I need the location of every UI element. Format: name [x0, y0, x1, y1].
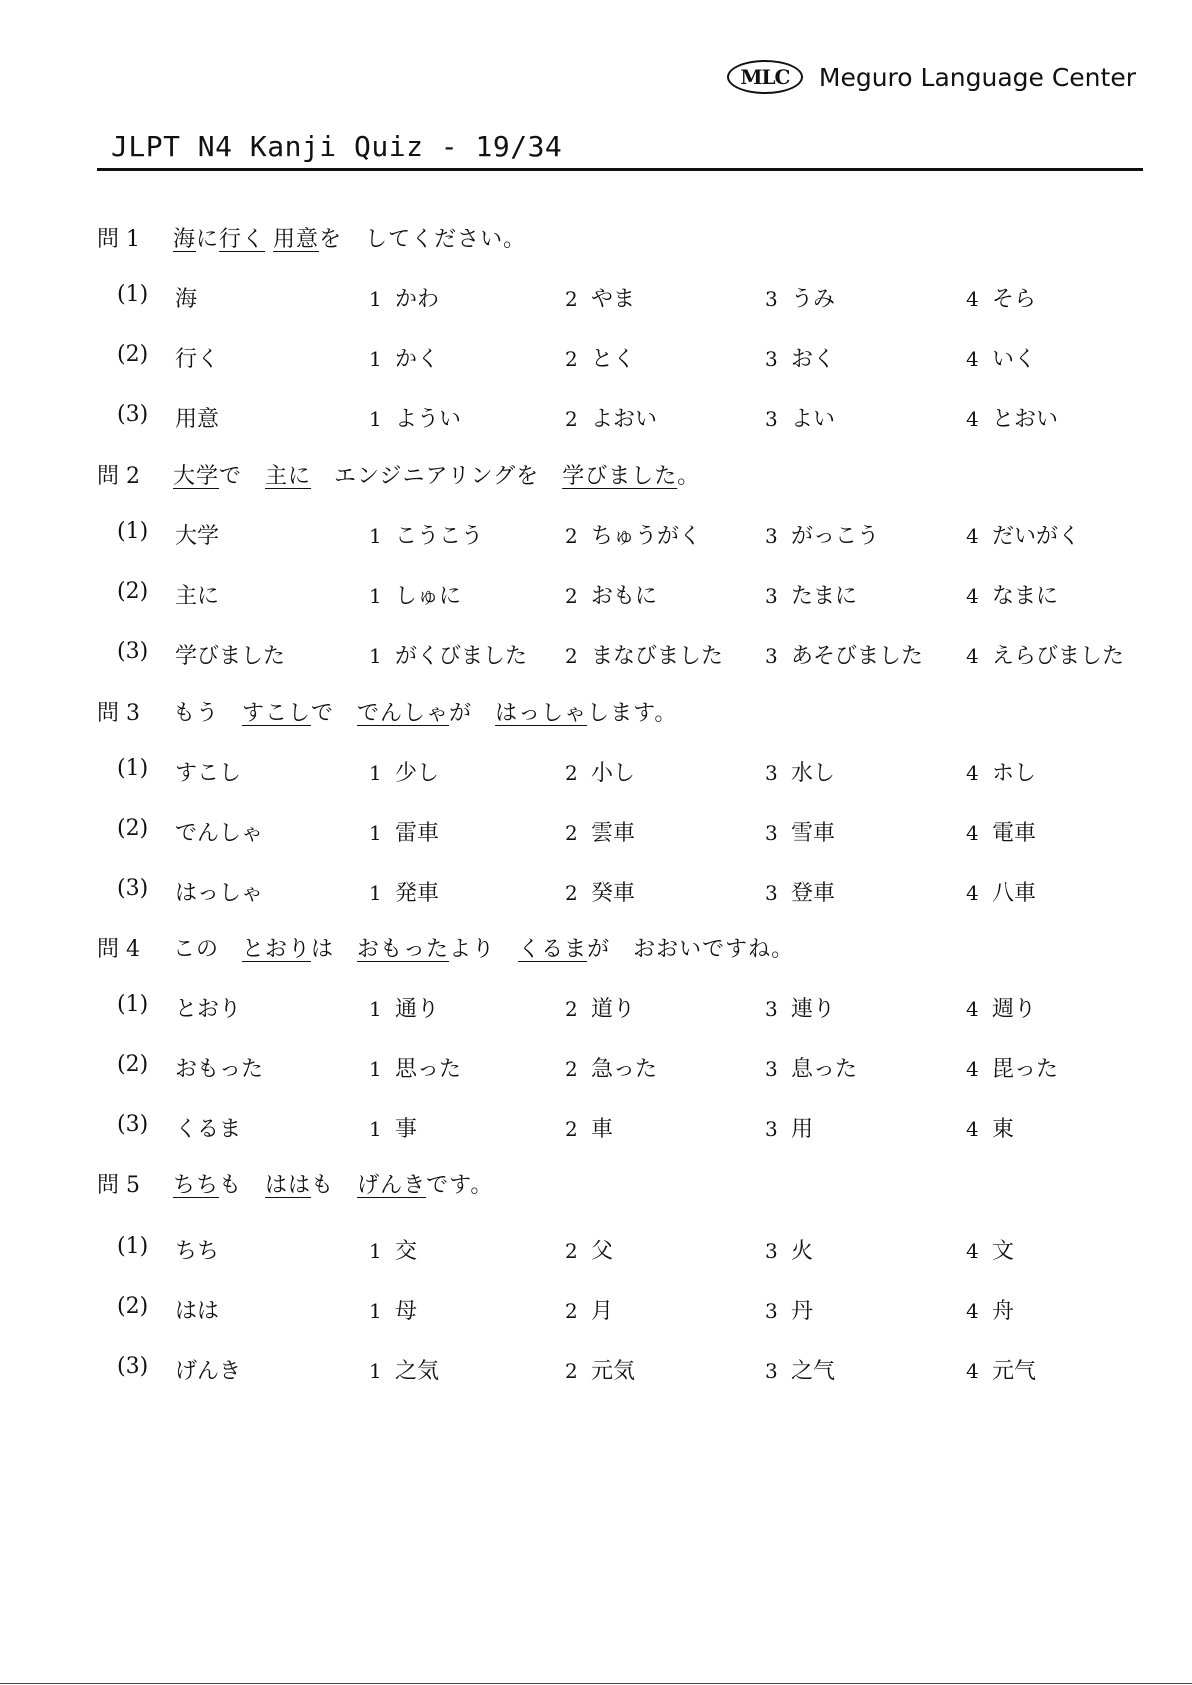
underlined-target-word: 大学	[173, 464, 220, 489]
option-number: 4	[966, 1359, 979, 1383]
answer-option	[565, 639, 723, 670]
answer-option	[966, 402, 1058, 433]
option-number: 1	[369, 407, 382, 431]
answer-option	[369, 1354, 439, 1385]
question-sentence	[173, 459, 700, 490]
sub-question-number: (1)	[117, 282, 149, 307]
option-text: 用	[791, 1117, 814, 1142]
answer-option	[565, 1052, 657, 1083]
answer-option	[765, 282, 835, 313]
sentence-text: も	[311, 1173, 358, 1198]
underlined-target-word: げんき	[357, 1173, 427, 1198]
question-number: 問 4	[97, 937, 140, 962]
answer-option	[966, 1294, 1014, 1325]
answer-option	[565, 282, 635, 313]
option-number: 4	[966, 881, 979, 905]
option-number: 3	[765, 821, 778, 845]
option-text: あそびました	[791, 644, 924, 669]
option-number: 1	[369, 1057, 382, 1081]
sub-question-word: 学びました	[175, 644, 286, 669]
answer-option	[565, 876, 635, 907]
sentence-text: は	[311, 937, 358, 962]
option-number: 3	[765, 761, 778, 785]
answer-option	[966, 1052, 1058, 1083]
question-sentence	[173, 696, 677, 727]
option-number: 3	[765, 1057, 778, 1081]
sub-question-number: (2)	[117, 579, 149, 604]
answer-option	[966, 1112, 1014, 1143]
answer-option	[565, 1294, 613, 1325]
sentence-text: です。	[426, 1173, 494, 1198]
answer-option	[765, 876, 835, 907]
page-bottom-divider	[0, 1683, 1192, 1684]
sentence-text: 。	[677, 464, 701, 489]
option-number: 3	[765, 407, 778, 431]
option-number: 1	[369, 821, 382, 845]
sub-question-word: でんしゃ	[175, 821, 264, 846]
sub-question-word: 主に	[175, 584, 220, 609]
answer-option	[765, 519, 879, 550]
option-number: 3	[765, 287, 778, 311]
answer-option	[765, 579, 857, 610]
option-text: 登車	[791, 881, 836, 906]
underlined-target-word: 行く	[219, 227, 266, 252]
option-text: 癸車	[591, 881, 636, 906]
option-text: 月	[591, 1299, 614, 1324]
answer-option	[369, 639, 527, 670]
sentence-text: に	[196, 227, 220, 252]
sub-question-number: (3)	[117, 639, 149, 664]
option-number: 2	[565, 881, 578, 905]
sentence-text: します。	[587, 701, 678, 726]
option-number: 4	[966, 584, 979, 608]
sub-question-word: はっしゃ	[175, 881, 264, 906]
sentence-text: より	[449, 937, 519, 962]
answer-option	[966, 639, 1124, 670]
answer-option	[765, 402, 835, 433]
option-number: 3	[765, 584, 778, 608]
answer-option	[966, 1234, 1014, 1265]
answer-option	[369, 519, 483, 550]
sentence-text: この	[173, 937, 243, 962]
option-number: 1	[369, 1359, 382, 1383]
sub-question-word: すこし	[175, 761, 242, 786]
option-number: 3	[765, 1359, 778, 1383]
option-text: 連り	[791, 997, 836, 1022]
option-text: 思った	[395, 1057, 462, 1082]
option-number: 4	[966, 761, 979, 785]
option-number: 1	[369, 347, 382, 371]
answer-option	[765, 639, 923, 670]
option-number: 3	[765, 997, 778, 1021]
answer-option	[369, 756, 439, 787]
answer-option	[565, 402, 657, 433]
underlined-target-word: すこし	[242, 701, 312, 726]
answer-option	[565, 1112, 613, 1143]
answer-option	[966, 756, 1036, 787]
sentence-text: を してください。	[319, 227, 527, 252]
answer-option	[765, 1052, 857, 1083]
option-text: かく	[395, 347, 440, 372]
option-number: 1	[369, 644, 382, 668]
option-text: 毘った	[992, 1057, 1059, 1082]
option-text: 八車	[992, 881, 1037, 906]
option-number: 1	[369, 1299, 382, 1323]
option-number: 4	[966, 1299, 979, 1323]
sub-question-number: (1)	[117, 756, 149, 781]
answer-option	[565, 1354, 635, 1385]
answer-option	[765, 1294, 813, 1325]
sentence-text: もう	[173, 701, 243, 726]
option-text: 元気	[591, 1359, 636, 1384]
question-number: 問 3	[97, 701, 140, 726]
sub-question-number: (3)	[117, 402, 149, 427]
option-text: 事	[395, 1117, 418, 1142]
sub-question-number: (1)	[117, 992, 149, 1017]
option-text: 週り	[992, 997, 1037, 1022]
answer-option	[369, 1294, 417, 1325]
answer-option	[966, 579, 1058, 610]
underlined-target-word: 海	[173, 227, 197, 252]
option-number: 2	[565, 997, 578, 1021]
sentence-text: が	[449, 701, 496, 726]
sub-question-number: (1)	[117, 1234, 149, 1259]
underlined-target-word: 学びました	[562, 464, 678, 489]
answer-option	[369, 992, 439, 1023]
option-text: まなびました	[591, 644, 724, 669]
option-number: 4	[966, 644, 979, 668]
option-text: 母	[395, 1299, 418, 1324]
answer-option	[765, 342, 835, 373]
sub-question-word: おもった	[175, 1057, 264, 1082]
option-text: 之气	[791, 1359, 836, 1384]
option-text: 之気	[395, 1359, 440, 1384]
option-text: 舟	[992, 1299, 1015, 1324]
option-text: 東	[992, 1117, 1015, 1142]
answer-option	[369, 1112, 417, 1143]
option-number: 2	[565, 347, 578, 371]
underlined-target-word: でんしゃ	[357, 701, 450, 726]
sentence-text: が おおいですね。	[587, 937, 795, 962]
question-number: 問 1	[97, 227, 140, 252]
option-number: 2	[565, 644, 578, 668]
underlined-target-word: くるま	[518, 937, 588, 962]
sub-question-number: (2)	[117, 816, 149, 841]
option-text: こうこう	[395, 524, 484, 549]
option-number: 2	[565, 761, 578, 785]
sub-question-word: 用意	[175, 407, 220, 432]
answer-option	[369, 876, 439, 907]
option-text: 雪車	[791, 821, 836, 846]
option-number: 2	[565, 1359, 578, 1383]
mlc-logo-icon: MLC	[727, 60, 803, 94]
option-text: かわ	[395, 287, 440, 312]
option-text: 息った	[791, 1057, 858, 1082]
option-text: たまに	[791, 584, 858, 609]
sub-question-word: 行く	[175, 347, 220, 372]
option-text: そら	[992, 287, 1037, 312]
option-number: 4	[966, 1117, 979, 1141]
sentence-text: も	[219, 1173, 266, 1198]
answer-option	[765, 1112, 813, 1143]
sub-question-word: げんき	[175, 1359, 242, 1384]
sub-question-word: 大学	[175, 524, 220, 549]
sub-question-word: とおり	[175, 997, 242, 1022]
option-number: 1	[369, 584, 382, 608]
option-text: やま	[591, 287, 636, 312]
answer-option	[369, 282, 439, 313]
option-text: がくびました	[395, 644, 528, 669]
option-text: 小し	[591, 761, 636, 786]
sub-question-number: (2)	[117, 1052, 149, 1077]
option-text: 水し	[791, 761, 836, 786]
option-number: 4	[966, 1239, 979, 1263]
sub-question-word: ちち	[175, 1239, 220, 1264]
option-number: 3	[765, 644, 778, 668]
answer-option	[966, 282, 1036, 313]
option-number: 3	[765, 1299, 778, 1323]
sub-question-number: (3)	[117, 1354, 149, 1379]
option-number: 3	[765, 881, 778, 905]
option-number: 3	[765, 1239, 778, 1263]
option-text: なまに	[992, 584, 1059, 609]
answer-option	[966, 342, 1036, 373]
option-text: よおい	[591, 407, 658, 432]
option-text: よい	[791, 407, 836, 432]
underlined-target-word: とおり	[242, 937, 312, 962]
answer-option	[765, 1234, 813, 1265]
answer-option	[765, 992, 835, 1023]
option-text: 父	[591, 1239, 614, 1264]
underlined-target-word: ちち	[173, 1173, 220, 1198]
option-text: 雲車	[591, 821, 636, 846]
option-number: 2	[565, 407, 578, 431]
option-text: おもに	[591, 584, 658, 609]
option-number: 1	[369, 997, 382, 1021]
option-text: 火	[791, 1239, 814, 1264]
sub-question-word: はは	[175, 1299, 220, 1324]
answer-option	[369, 1234, 417, 1265]
option-text: だいがく	[992, 524, 1081, 549]
answer-option	[565, 579, 657, 610]
answer-option	[565, 756, 635, 787]
option-text: ホし	[992, 761, 1037, 786]
underlined-target-word: 用意	[273, 227, 320, 252]
option-text: とおい	[992, 407, 1059, 432]
option-number: 2	[565, 287, 578, 311]
option-text: 電車	[992, 821, 1037, 846]
answer-option	[565, 816, 635, 847]
option-text: 交	[395, 1239, 418, 1264]
sentence-text: エンジニアリングを	[311, 464, 563, 489]
option-number: 1	[369, 1117, 382, 1141]
sub-question-number: (3)	[117, 1112, 149, 1137]
answer-option	[966, 519, 1080, 550]
answer-option	[765, 756, 835, 787]
answer-option	[765, 816, 835, 847]
option-number: 1	[369, 761, 382, 785]
answer-option	[966, 876, 1036, 907]
underlined-target-word: はっしゃ	[495, 701, 588, 726]
option-text: おく	[791, 347, 836, 372]
option-text: とく	[591, 347, 636, 372]
question-sentence	[173, 1168, 493, 1199]
option-number: 2	[565, 1057, 578, 1081]
option-number: 4	[966, 287, 979, 311]
answer-option	[565, 1234, 613, 1265]
answer-option	[765, 1354, 835, 1385]
answer-option	[369, 402, 461, 433]
answer-option	[966, 1354, 1036, 1385]
option-number: 2	[565, 584, 578, 608]
option-number: 2	[565, 1299, 578, 1323]
option-text: 道り	[591, 997, 636, 1022]
option-text: ようい	[395, 407, 462, 432]
sub-question-word: くるま	[175, 1117, 242, 1142]
option-text: いく	[992, 347, 1037, 372]
underlined-target-word: はは	[265, 1173, 312, 1198]
option-text: 急った	[591, 1057, 658, 1082]
option-text: 雷車	[395, 821, 440, 846]
option-text: えらびました	[992, 644, 1125, 669]
brand-name: Meguro Language Center	[818, 62, 1136, 92]
answer-option	[369, 579, 461, 610]
answer-option	[966, 816, 1036, 847]
option-number: 4	[966, 407, 979, 431]
option-number: 2	[565, 821, 578, 845]
underlined-target-word: おもった	[357, 937, 450, 962]
answer-option	[369, 342, 439, 373]
option-number: 1	[369, 524, 382, 548]
sub-question-number: (1)	[117, 519, 149, 544]
option-text: 車	[591, 1117, 614, 1142]
option-text: がっこう	[791, 524, 880, 549]
answer-option	[966, 992, 1036, 1023]
option-number: 1	[369, 287, 382, 311]
option-number: 1	[369, 881, 382, 905]
option-number: 4	[966, 1057, 979, 1081]
option-number: 3	[765, 524, 778, 548]
option-text: ちゅうがく	[591, 524, 702, 549]
sentence-text	[265, 227, 273, 252]
option-text: 丹	[791, 1299, 814, 1324]
option-number: 2	[565, 1239, 578, 1263]
question-sentence	[173, 222, 526, 253]
page-title: JLPT N4 Kanji Quiz - 19/34	[111, 130, 563, 163]
brand	[727, 60, 1136, 94]
option-text: 文	[992, 1239, 1015, 1264]
option-text: 発車	[395, 881, 440, 906]
sub-question-number: (2)	[117, 1294, 149, 1319]
option-number: 1	[369, 1239, 382, 1263]
option-number: 4	[966, 524, 979, 548]
answer-option	[565, 342, 635, 373]
title-divider	[97, 168, 1143, 171]
answer-option	[565, 519, 701, 550]
option-text: 通り	[395, 997, 440, 1022]
answer-option	[369, 816, 439, 847]
option-number: 2	[565, 524, 578, 548]
option-text: しゅに	[395, 584, 462, 609]
option-text: 元气	[992, 1359, 1037, 1384]
sub-question-word: 海	[175, 287, 198, 312]
sentence-text: で	[311, 701, 358, 726]
sentence-text: で	[219, 464, 266, 489]
question-number: 問 5	[97, 1173, 140, 1198]
option-number: 4	[966, 997, 979, 1021]
question-number: 問 2	[97, 464, 140, 489]
option-text: 少し	[395, 761, 440, 786]
answer-option	[565, 992, 635, 1023]
option-number: 2	[565, 1117, 578, 1141]
option-number: 4	[966, 347, 979, 371]
sub-question-number: (3)	[117, 876, 149, 901]
option-number: 3	[765, 347, 778, 371]
option-number: 3	[765, 1117, 778, 1141]
underlined-target-word: 主に	[265, 464, 312, 489]
answer-option	[369, 1052, 461, 1083]
question-sentence	[173, 932, 794, 963]
option-text: うみ	[791, 287, 836, 312]
sub-question-number: (2)	[117, 342, 149, 367]
option-number: 4	[966, 821, 979, 845]
